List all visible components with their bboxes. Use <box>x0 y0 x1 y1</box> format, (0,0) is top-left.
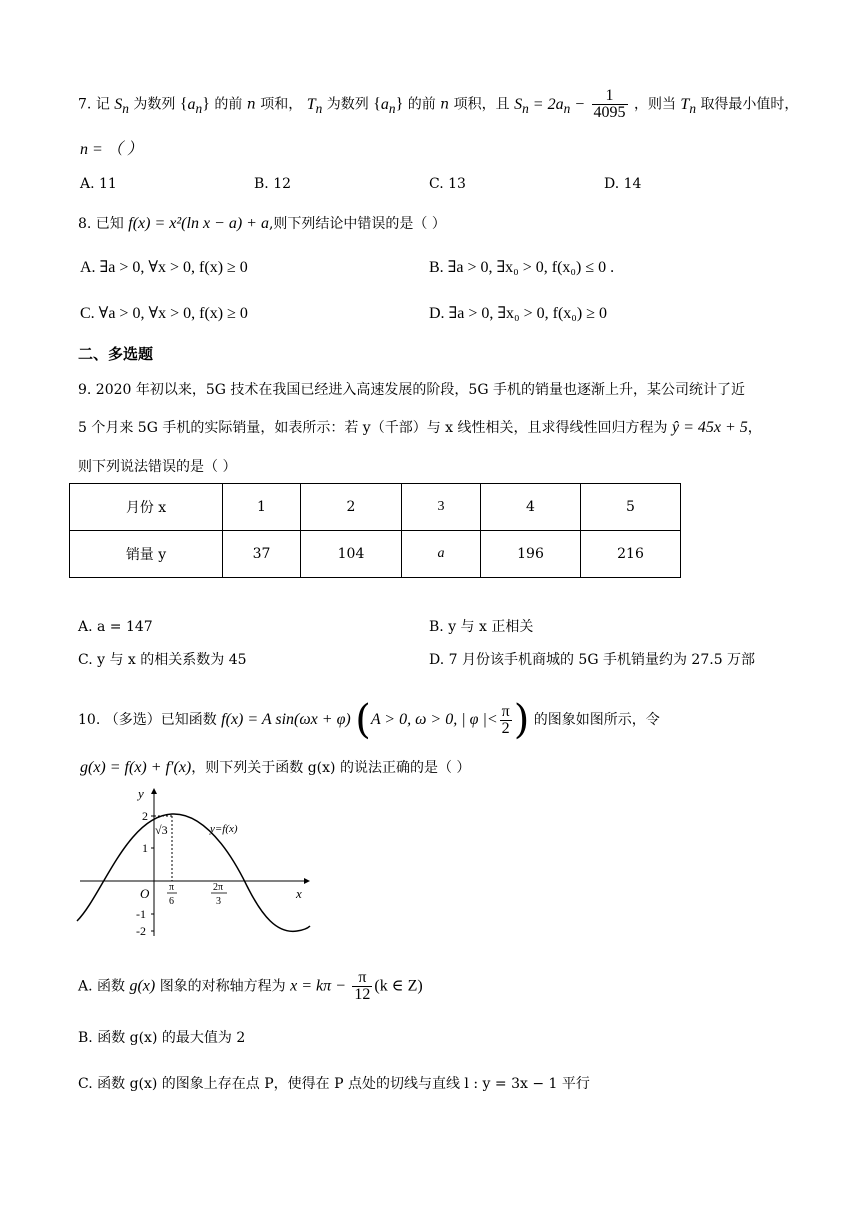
curve-label: y=f(x) <box>210 823 238 835</box>
table-row: 月份 x 1 2 3 4 5 <box>70 484 681 531</box>
svg-text:2π: 2π <box>213 882 224 893</box>
y-label: y <box>138 786 144 801</box>
sine-graph <box>72 786 312 946</box>
q8-option-b: B. ∃a > 0, ∃x₀ > 0, f(x₀) ≤ 0 . <box>429 259 615 276</box>
q8-stem: 8. 已知 f(x) = x²(ln x − a) + a,则下列结论中错误的是（ ） <box>78 215 446 232</box>
q7-option-d: D. 14 <box>604 176 642 192</box>
q9-option-c: C. y 与 x 的相关系数为 45 <box>78 652 247 668</box>
q7-option-a: A. 11 <box>80 176 117 192</box>
svg-text:√3: √3 <box>155 823 168 837</box>
q10-pi-half: $\frac{\pi}{2}$ <box>501 702 510 737</box>
sine-curve <box>77 814 310 931</box>
svg-text:1: 1 <box>142 841 148 855</box>
svg-text:-1: -1 <box>136 907 146 921</box>
q10-pi-twelfth: $\frac{\pi}{12}$ <box>354 969 371 1003</box>
section-title: 二、多选题 <box>78 345 154 363</box>
x-label: x <box>296 886 302 901</box>
q10-option-a: A. 函数 g(x) 图象的对称轴方程为 x = kπ − $\frac{\pi}{12}$ (k ∈ Z) <box>78 969 423 1003</box>
svg-text:π: π <box>169 882 175 893</box>
q7-blank: n = （ ） <box>80 141 143 158</box>
q10-line2: g(x) = f(x) + f′(x)，则下列关于函数 g(x) 的说法正确的是（ ） <box>80 759 471 776</box>
svg-text:-2: -2 <box>136 924 146 938</box>
svg-text:6: 6 <box>169 896 174 907</box>
q7-option-c: C. 13 <box>429 176 466 192</box>
q7-option-b: B. 12 <box>254 176 292 192</box>
origin-label: O <box>140 886 150 901</box>
q8-option-a: A. ∃a > 0, ∀x > 0, f(x) ≥ 0 <box>80 259 248 276</box>
q8-option-c: C. ∀a > 0, ∀x > 0, f(x) ≥ 0 <box>80 305 248 322</box>
q9-option-b: B. y 与 x 正相关 <box>429 619 534 635</box>
svg-text:2: 2 <box>142 809 148 823</box>
x-arrow <box>304 878 310 884</box>
q10-stem: 10. （多选）已知函数 f(x) = A sin(ωx + φ) (A > 0, ω > 0, | φ |< $\frac{\pi}{2}$ ) 的图象如图所示，令 <box>78 697 660 743</box>
sales-table <box>69 483 681 578</box>
q9-option-d: D. 7 月份该手机商城的 5G 手机销量约为 27.5 万部 <box>429 652 756 668</box>
q10-option-b: B. 函数 g(x) 的最大值为 2 <box>78 1030 246 1046</box>
q9-line1: 9. 2020 年初以来，5G 技术在我国已经进入高速发展的阶段，5G 手机的销量也逐渐上升，某公司统计了近 <box>78 382 745 398</box>
table-row: 销量 y 37 104 a 196 216 <box>70 531 681 578</box>
svg-text:3: 3 <box>216 896 221 907</box>
q9-option-a: A. a = 147 <box>78 619 153 635</box>
q7-stem: 7. 记 $S_n$ 为数列 $\{a_n\}$ 的前 n 项和， $T_n$ 为数列 $\{a_n\}$ 的前 n 项积，且 $S_n = 2a_n$ − $\frac{1}{4095}$ ，则当 $T_n$ 取得最小值时， <box>78 87 799 121</box>
q9-line2: 5 个月来 5G 手机的实际销量，如表所示：若 y（千部）与 x 线性相关，且求得线性回归方程为 ŷ = 45x + 5， <box>78 419 762 436</box>
y-arrow <box>151 788 157 794</box>
q10-option-c: C. 函数 g(x) 的图象上存在点 P，使得在 P 点处的切线与直线 l : y = 3x − 1 平行 <box>78 1076 590 1092</box>
q8-option-d: D. ∃a > 0, ∃x₀ > 0, f(x₀) ≥ 0 <box>429 305 607 322</box>
q9-line3: 则下列说法错误的是（ ） <box>78 459 237 475</box>
q7-fraction: $\frac{1}{4095}$ <box>593 87 626 121</box>
